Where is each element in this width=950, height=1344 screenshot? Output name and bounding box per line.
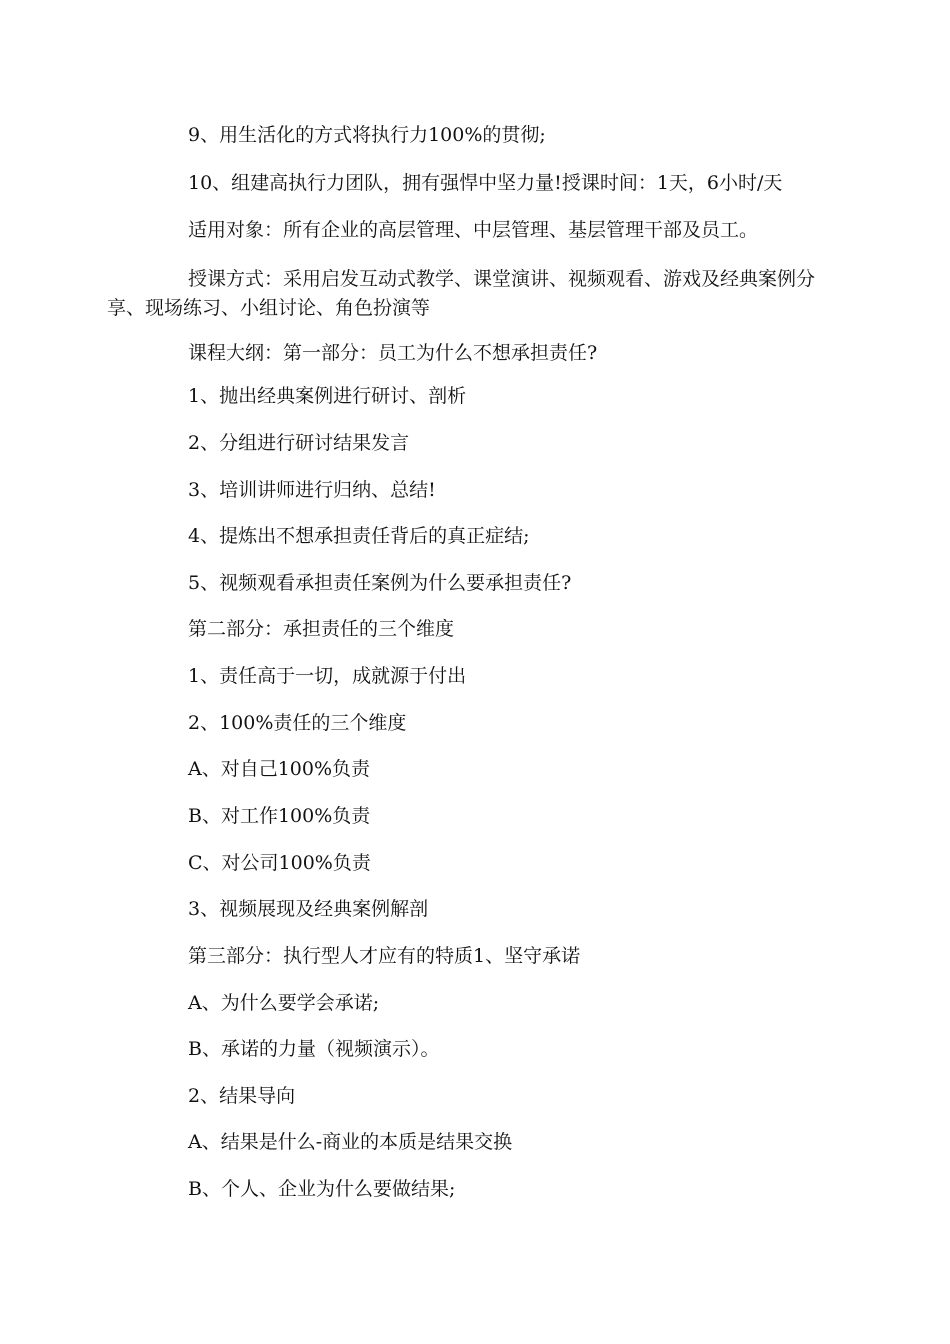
paragraph: 10、组建高执行力团队，拥有强悍中坚力量!授课时间：1天，6小时/天 [188,172,783,194]
paragraph: 9、用生活化的方式将执行力100%的贯彻; [188,124,546,146]
list-item: A、结果是什么-商业的本质是结果交换 [188,1131,513,1153]
list-item: 2、结果导向 [188,1085,296,1107]
list-item: B、承诺的力量（视频演示）。 [188,1038,440,1060]
list-item: 3、培训讲师进行归纳、总结! [188,479,436,501]
list-item: 2、100%责任的三个维度 [188,712,407,734]
list-item: B、个人、企业为什么要做结果; [188,1178,456,1200]
list-item: A、为什么要学会承诺; [188,992,380,1014]
paragraph: 授课方式：采用启发互动式教学、课堂演讲、视频观看、游戏及经典案例分享、现场练习、小组讨论、角色扮演等 [107,268,816,319]
section-heading: 课程大纲：第一部分：员工为什么不想承担责任? [188,342,598,364]
list-item: 1、责任高于一切，成就源于付出 [188,665,467,687]
list-item: 3、视频展现及经典案例解剖 [188,898,429,920]
section-heading: 第二部分：承担责任的三个维度 [188,618,455,640]
list-item: 1、抛出经典案例进行研讨、剖析 [188,385,467,407]
list-item: C、对公司100%负责 [188,852,371,874]
paragraph: 适用对象：所有企业的高层管理、中层管理、基层管理干部及员工。 [188,219,759,241]
list-item: B、对工作100%负责 [188,805,371,827]
list-item: 4、提炼出不想承担责任背后的真正症结; [188,525,530,547]
section-heading: 第三部分：执行型人才应有的特质1、坚守承诺 [188,945,581,967]
list-item: 5、视频观看承担责任案例为什么要承担责任? [188,572,572,594]
list-item: A、对自己100%负责 [188,758,371,780]
list-item: 2、分组进行研讨结果发言 [188,432,410,454]
